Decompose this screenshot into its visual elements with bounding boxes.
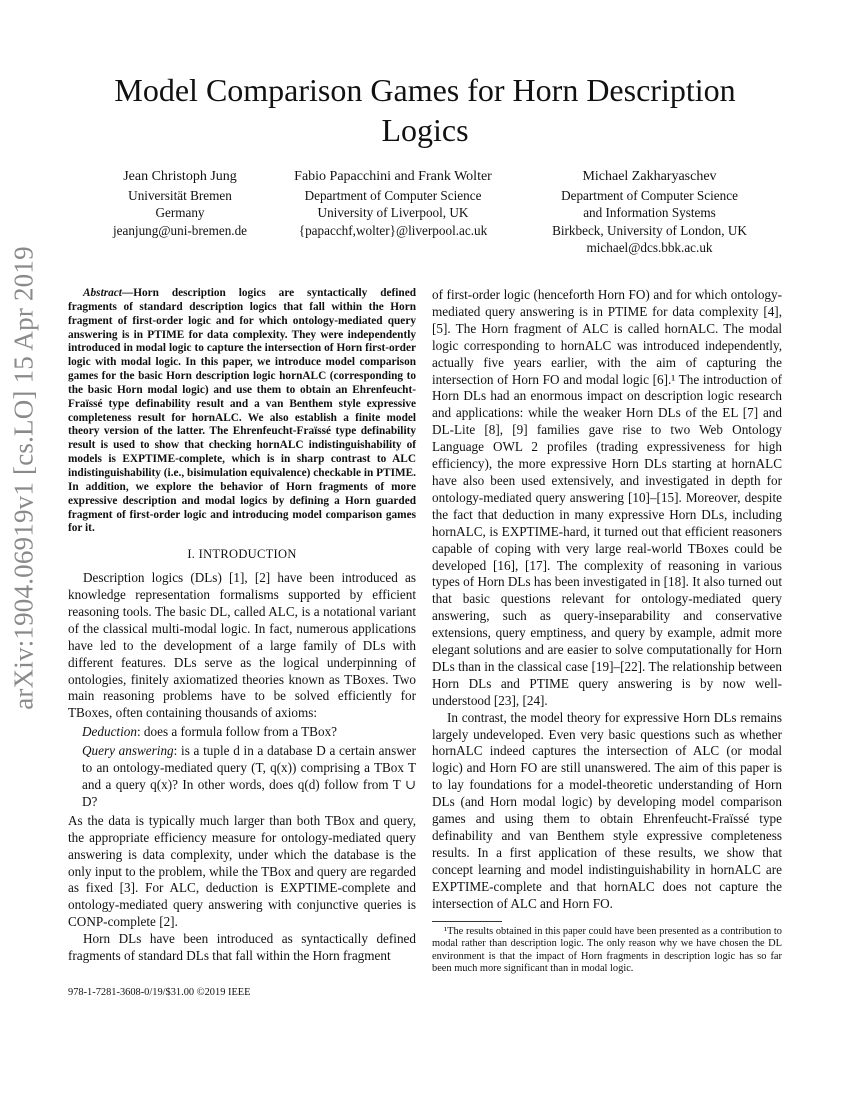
abstract-text: —Horn description logics are syntactically defined fragments of standard description logics that fall within the Horn fragment of first-order logic and for which ontology-mediated query answering is in PTIME for data complexity. They were independently introduced in modal logic to capture the intersection of Horn first-order logic with modal logic. In this paper, we introduce model comparison games for the basic Horn description logic hornALC (corresponding to the basic Horn modal logic) and use them to obtain an Ehrenfeucht-Fraïssé type definability result and a van Benthem style expressive completeness result for hornALC. We also establish a finite model theory version of the latter. The Ehrenfeucht-Fraïssé type definability result is used to show that checking hornALC indistinguishability of models is EXPTIME-complete, which is in sharp contrast to ALC indistinguishability (i.e., bisimulation equivalence) checkable in PTIME. In addition, we explore the behavior of Horn fragments of more expressive description and modal logics by defining a Horn guarded fragment of first-order logic and introducing model comparison games for it. <box>68 287 416 535</box>
intro-paragraph-1: Description logics (DLs) [1], [2] have been introduced as knowledge representation formalisms supported by efficient reasoning tools. The basic DL, called ALC, is a notational variant of the classical multi-modal logic. In fact, numerous applications have led to the development of a large family of DLs with different features. DLs serve as the logical underpinning of ontologies, finitely axiomatized theories known as TBoxes. Two main reasoning problems have to be solved efficiently for TBoxes, often containing thousands of axioms: <box>68 570 416 721</box>
author-block-1 <box>95 168 265 239</box>
author-block-3 <box>522 168 777 257</box>
section-heading: I. INTRODUCTION <box>187 547 297 562</box>
intro-paragraph-4: of first-order logic (henceforth Horn FO) and for which ontology-mediated query answering is in PTIME for data complexity [4], [5]. The Horn fragment of ALC is called hornALC. The modal logic corresponding to hornALC was introduced independently, actually five years earlier, with the aim of capturing the intersection of Horn FO and modal logic [6].¹ The introduction of Horn DLs had an enormous impact on description logic research and applications: while the weaker Horn DLs of the EL [7] and DL-Lite [8], [9] families gave rise to two Web Ontology Language OWL 2 profiles (trading expressiveness for high efficiency), the more expressive Horn DLs starting at hornALC have also been used extensively, and investigated in depth for ontology-mediated query answering [10]–[15]. Moreover, despite the fact that deduction in many expressive Horn DLs, including hornALC, is EXPTIME-hard, it turned out that efficient reasoners capable of coping with very large real-world TBoxes could be developed [16], [17]. The complexity of reasoning in various types of Horn DLs has been investigated in [18]. It also turned out that basic questions relevant for ontology-mediated query answering, such as query-inseparability and conservative extensions, query emptiness, and query by example, admit more elegant solutions and are easier to solve computationally for Horn DLs than in the classical case [19]–[22]. The relationship between Horn DLs and PTIME query answering is by now well-understood [23], [24]. <box>432 287 782 708</box>
intro-paragraph-3: Horn DLs have been introduced as syntactically defined fragments of standard DLs that fall within the Horn fragment <box>68 931 416 964</box>
abstract-label: Abstract <box>83 287 122 299</box>
copyright-notice: 978-1-7281-3608-0/19/$31.00 ©2019 IEEE <box>68 987 251 998</box>
arxiv-identifier: arXiv:1904.06919v1 [cs.LO] 15 Apr 2019 <box>8 246 39 710</box>
arxiv-stamp <box>4 246 44 710</box>
author-email: {papacchf,wolter}@liverpool.ac.uk <box>298 222 488 238</box>
author-name: Michael Zakharyaschev <box>582 169 717 184</box>
author-block-2 <box>268 168 518 239</box>
intro-paragraph-5: In contrast, the model theory for expressive Horn DLs remains largely undeveloped. Even very basic questions such as whether hornALC indeed captures the intersection of ALC (or modal logic) and Horn FO are still unanswered. The aim of this paper is to lay foundations for a model-theoretic understanding of Horn DLs (and Horn modal logic) by developing model comparison games and using them to obtain Ehrenfeucht-Fraïssé type definability and van Benthem style expressive completeness results. In a first application of these results, we show that concept learning and model indistinguishability in hornALC are EXPTIME-complete and that hornALC does not capture the intersection of ALC and Horn FO. <box>432 709 782 911</box>
author-affiliation: Department of Computer Science <box>304 187 482 203</box>
author-affiliation: University of Liverpool, UK <box>317 205 469 220</box>
author-affiliation: Department of Computer Science <box>561 187 738 203</box>
definition-term: Query answering <box>82 743 174 759</box>
definition-deduction <box>82 724 416 741</box>
right-column <box>432 287 782 976</box>
left-column <box>68 287 416 965</box>
abstract <box>68 287 416 536</box>
footnote-divider <box>432 921 502 922</box>
author-email: jeanjung@uni-bremen.de <box>112 222 248 238</box>
author-email: michael@dcs.bbk.ac.uk <box>586 240 713 255</box>
author-name: Jean Christoph Jung <box>123 169 237 184</box>
definition-text: : is a tuple d in a database D a certain answer to an ontology-mediated query (T, q(x)) comprising a TBox T and a query q(x)? In other words, does q(d) follow from T ∪ D? <box>82 743 416 809</box>
author-affiliation: Birkbeck, University of London, UK <box>552 222 747 238</box>
definition-term: Deduction <box>82 724 137 740</box>
author-name: Fabio Papacchini and Frank Wolter <box>294 169 492 184</box>
definition-query-answering <box>82 743 416 811</box>
author-affiliation: Universität Bremen <box>128 187 232 203</box>
definition-text: : does a formula follow from a TBox? <box>136 724 338 740</box>
footnote: ¹The results obtained in this paper could have been presented as a contribution to modal rather than description logic. The only reason why we have chosen the DL environment is that the impact of Horn fragments in description logic has so far been much more significant than in modal logic. <box>432 925 782 975</box>
intro-paragraph-2: As the data is typically much larger than both TBox and query, the appropriate efficiency measure for ontology-mediated query answering is data complexity, under which the database is the only input to the problem, while the TBox and query are regarded as fixed [3]. For ALC, deduction is EXPTIME-complete and ontology-mediated query answering with conjunctive queries is CONP-complete [2]. <box>68 812 416 930</box>
author-affiliation: and Information Systems <box>583 205 716 220</box>
paper-title: Model Comparison Games for Horn Description Logics <box>114 72 736 148</box>
author-affiliation: Germany <box>155 205 205 220</box>
